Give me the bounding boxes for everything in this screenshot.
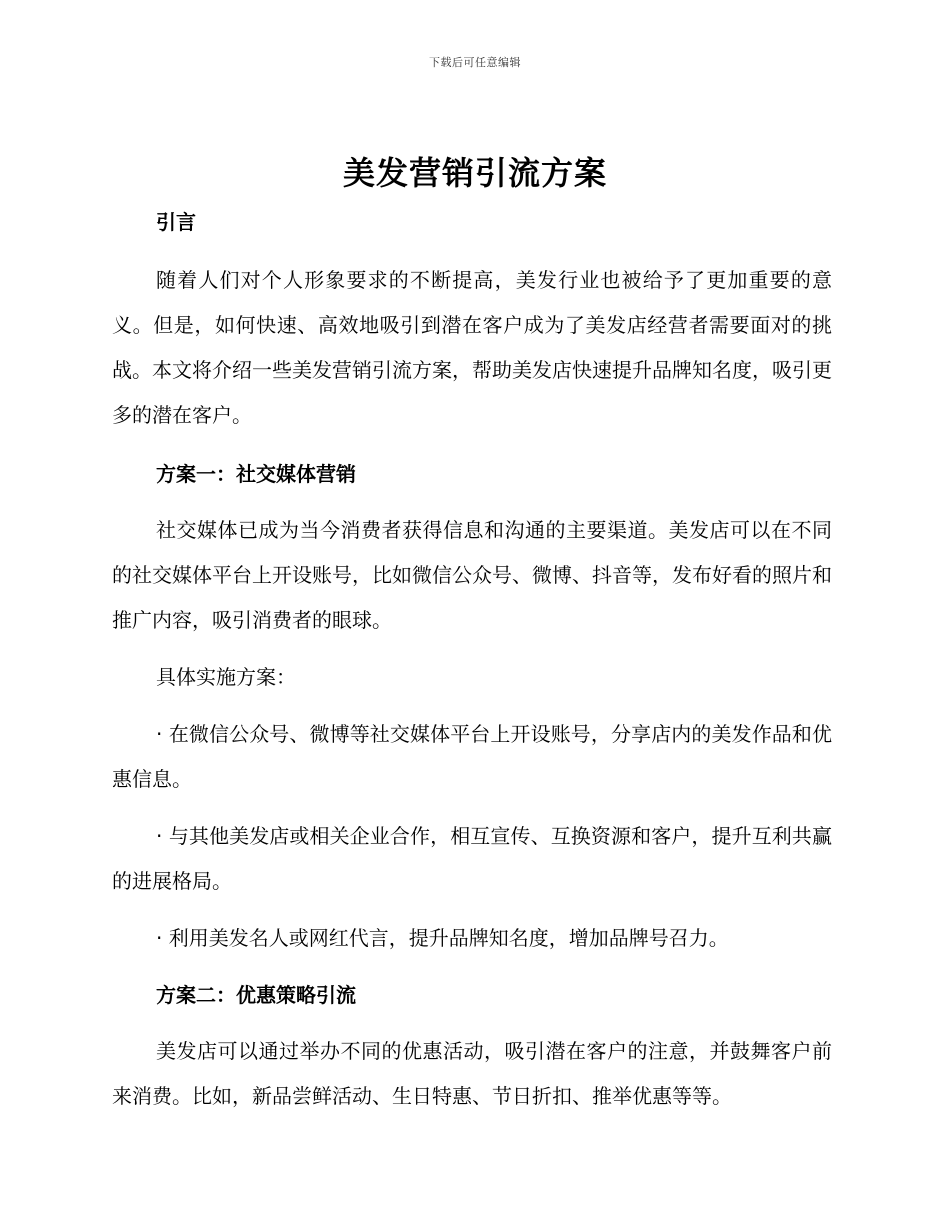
plan2-paragraph: 美发店可以通过举办不同的优惠活动，吸引潜在客户的注意，并鼓舞客户前来消费。比如，新品尝鲜活动、生日特惠、节日折扣、推举优惠等等。 [112, 1039, 832, 1108]
plan1-bullet-2: · 与其他美发店或相关企业合作，相互宣传、互换资源和客户，提升互利共赢的进展格局。 [112, 824, 832, 893]
plan2-heading: 方案二：优惠策略引流 [156, 983, 356, 1007]
intro-heading: 引言 [156, 210, 196, 234]
plan1-bullet-3: · 利用美发名人或网红代言，提升品牌知名度，增加品牌号召力。 [156, 926, 729, 950]
plan1-impl-label: 具体实施方案： [156, 665, 296, 689]
document-body [112, 200, 832, 1119]
plan1-bullet-1: · 在微信公众号、微博等社交媒体平台上开设账号，分享店内的美发作品和优惠信息。 [112, 722, 832, 791]
plan1-paragraph: 社交媒体已成为当今消费者获得信息和沟通的主要渠道。美发店可以在不同的社交媒体平台上开设账号，比如微信公众号、微博、抖音等，发布好看的照片和推广内容，吸引消费者的眼球。 [112, 518, 832, 632]
plan1-heading: 方案一：社交媒体营销 [156, 462, 356, 486]
intro-paragraph: 随着人们对个人形象要求的不断提高，美发行业也被给予了更加重要的意义。但是，如何快速、高效地吸引到潜在客户成为了美发店经营者需要面对的挑战。本文将介绍一些美发营销引流方案，帮助美发店快速提升品牌知名度，吸引更多的潜在客户。 [112, 268, 832, 427]
document-title: 美发营销引流方案 [342, 154, 607, 192]
page-header-note: 下载后可任意编辑 [429, 56, 521, 69]
